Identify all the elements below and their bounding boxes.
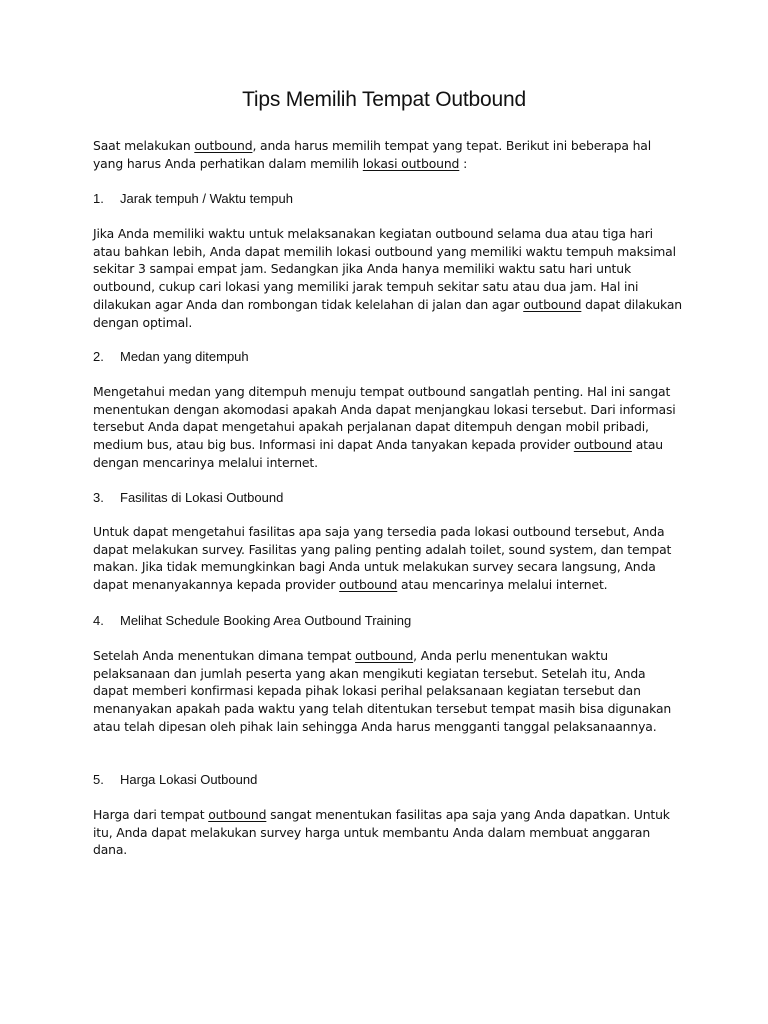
outbound-link[interactable]: outbound (523, 296, 582, 312)
section-paragraph-3 (93, 523, 683, 594)
section-heading-text: Medan yang ditempuh (120, 349, 249, 364)
section-paragraph-2 (93, 383, 683, 472)
intro-paragraph (93, 137, 683, 172)
section-heading-4 (93, 612, 411, 630)
section-heading-1 (93, 190, 293, 208)
section-heading-text: Fasilitas di Lokasi Outbound (120, 490, 284, 505)
section-paragraph-1 (93, 225, 683, 331)
section-number: 4. (93, 613, 104, 628)
section-heading-3 (93, 489, 283, 507)
paragraph-text: dapat dilakukan dengan optimal. (93, 296, 682, 330)
outbound-link[interactable]: outbound (339, 577, 398, 593)
lokasi-outbound-link[interactable]: lokasi outbound (362, 155, 460, 171)
section-heading-5 (93, 771, 257, 789)
paragraph-text: Untuk dapat mengetahui fasilitas apa saja yang tersedia pada lokasi outbound tersebut, Anda dapat melakukan survey. Fasilitas yang paling penting adalah toilet, sound system, dan tempat makan. Jika tidak memungkinkan bagi Anda untuk melakukan survey secara langsung, Anda dapat menanyakannya kepada provider (93, 524, 672, 593)
paragraph-text: sangat menentukan fasilitas apa saja yang Anda dapatkan. Untuk itu, Anda dapat melakukan survey harga untuk membantu Anda dalam membuat anggaran dana. (93, 807, 670, 858)
intro-text-2: , anda harus memilih tempat yang tepat. Berikut ini beberapa hal yang harus Anda perhatikan dalam memilih (93, 138, 652, 171)
section-number: 3. (93, 490, 104, 505)
paragraph-text: Setelah Anda menentukan dimana tempat (93, 648, 356, 663)
section-number: 1. (93, 191, 104, 206)
paragraph-text: atau mencarinya melalui internet. (397, 577, 608, 593)
document-title: Tips Memilih Tempat Outbound (242, 88, 526, 111)
section-heading-text: Melihat Schedule Booking Area Outbound Training (120, 613, 412, 628)
outbound-link[interactable]: outbound (573, 437, 632, 453)
section-heading-2 (93, 348, 249, 366)
section-number: 5. (93, 772, 104, 787)
intro-text-1: Saat melakukan (93, 138, 195, 153)
intro-text-3: : (459, 155, 468, 171)
paragraph-text: atau dengan mencarinya melalui internet. (93, 437, 664, 470)
section-paragraph-4 (93, 647, 683, 736)
outbound-link[interactable]: outbound (194, 138, 253, 153)
paragraph-text: , Anda perlu menentukan waktu pelaksanaan dan jumlah peserta yang akan mengikuti kegiatan tersebut. Setelah itu, Anda dapat memberi konfirmasi kepada pihak lokasi perihal pelaksanaan kegiatan tersebut dan menanyakan apakah pada waktu yang telah ditentukan tersebut tempat masih bisa digunakan atau telah dipesan oleh pihak lain sehingga Anda harus mengganti tanggal pelaksanaannya. (93, 648, 672, 734)
paragraph-text: Jika Anda memiliki waktu untuk melaksanakan kegiatan outbound selama dua atau tiga hari atau bahkan lebih, Anda dapat memilih lokasi outbound yang memiliki waktu tempuh maksimal sekitar 3 sampai empat jam. Sedangkan jika Anda hanya memiliki waktu satu hari untuk outbound, cukup cari lokasi yang memiliki jarak tempuh sekitar satu atau dua jam. Hal ini dilakukan agar Anda dan rombongan tidak kelelahan di jalan dan agar (93, 226, 676, 312)
paragraph-text: Harga dari tempat (93, 807, 209, 822)
section-paragraph-5 (93, 806, 683, 859)
section-number: 2. (93, 349, 104, 364)
section-heading-text: Harga Lokasi Outbound (120, 772, 258, 787)
paragraph-text: Mengetahui medan yang ditempuh menuju tempat outbound sangatlah penting. Hal ini sangat menentukan dengan akomodasi apakah Anda dapat menjangkau lokasi tersebut. Dari informasi tersebut Anda dapat mengetahui apakah perjalanan dapat ditempuh dengan mobil pribadi, medium bus, atau big bus. Informasi ini dapat Anda tanyakan kepada provider (93, 384, 676, 453)
section-heading-text: Jarak tempuh / Waktu tempuh (120, 191, 293, 206)
outbound-link[interactable]: outbound (208, 807, 267, 822)
outbound-link[interactable]: outbound (355, 648, 414, 663)
